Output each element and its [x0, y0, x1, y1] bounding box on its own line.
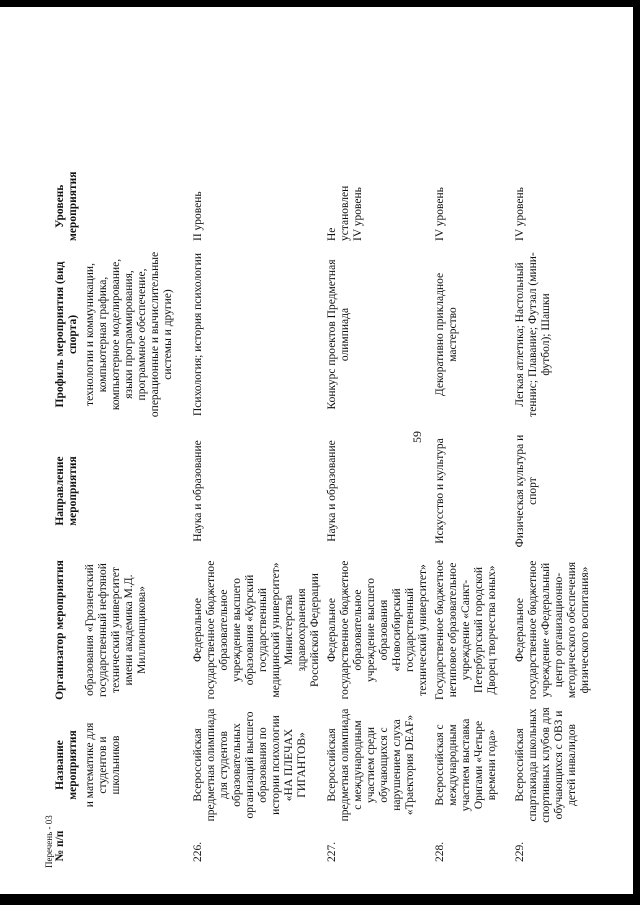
rotated-landscape-content: [0, 20, 600, 880]
header-organizer: Организатор мероприятия: [54, 560, 66, 700]
cell-level: IV уровень: [514, 187, 526, 241]
cell-organizer: Федеральное государственное бюджетное образовательное учреждение высшего образования «Курский государственный медицинский университет» Министерства здравоохранения Российской Федерации: [192, 560, 321, 700]
table-row: [82, 169, 190, 865]
cell-profile: Декоративно прикладное мастерство: [434, 272, 459, 397]
cell-direction: [82, 425, 190, 557]
cell-name: и математике для студентов и школьников: [84, 722, 122, 808]
page-number: 59: [410, 431, 424, 443]
scan-border-right: [633, 0, 640, 905]
cell-num: 229.: [514, 841, 526, 862]
table-header-row: [52, 169, 82, 865]
cell-direction: Физическая культура и спорт: [514, 434, 539, 548]
cell-direction: Наука и образование: [326, 440, 338, 542]
cell-organizer: образования «Грозненский государственный нефтяной технический университет имени академика М.Д. Миллионщикова»: [84, 563, 148, 697]
cell-name: Всероссийская спартакиада школьных спортивных клубов для обучающихся с ОВЗ и детей инвалидов: [514, 707, 578, 823]
table-row: [432, 169, 512, 865]
cell-organizer: Федеральное государственное бюджетное учреждение «Федеральный центр организационно-методического обеспечения физического воспитания»: [514, 560, 591, 700]
cell-level: IV уровень: [434, 187, 446, 241]
cell-level: [82, 169, 190, 244]
cell-num: 227.: [326, 841, 338, 862]
cell-name: Всероссийская предметная олимпиада с международным участием среди обучающихся с нарушением слуха «Траектория DEAF»: [326, 708, 416, 822]
table-row: [512, 169, 602, 865]
footer-note: Перечень - 03: [44, 815, 54, 868]
cell-name: Всероссийская с международным участием выставка Оригами «Четыре времени года»: [434, 718, 498, 812]
header-direction: Направление мероприятия: [54, 456, 79, 526]
cell-name: Всероссийская предметная олимпиада для студентов образовательных организаций высшего образования по истории психологии «НА ПЛЕЧАХ ГИГАНТОВ»: [192, 708, 308, 822]
cell-num: [82, 827, 190, 865]
table-row: [324, 169, 432, 865]
cell-profile: Легкая атлетика; Настольный теннис; Плавание; Футзал (мини-футбол); Шашки: [514, 252, 552, 417]
cell-direction: Наука и образование: [192, 440, 204, 542]
table-row: [190, 169, 324, 865]
header-name: Название мероприятия: [54, 730, 79, 800]
cell-profile: Психология; история психологии: [192, 253, 204, 416]
cell-level: II уровень: [192, 191, 204, 241]
cell-num: 226.: [192, 841, 204, 862]
cell-profile: технологии и коммуникации, компьютерная графика, компьютерное моделирование, языки программирования, программное обеспечение, операционные и вычислительные системы и другие): [84, 251, 174, 418]
header-profile: Профиль мероприятия (вид спорта): [54, 261, 79, 408]
cell-organizer: Федеральное государственное бюджетное образовательное учреждение высшего образования «Новосибирский государственный технический университет»: [326, 560, 429, 700]
cell-organizer: Государственное бюджетное нетиповое образовательное учреждение «Санкт-Петербургский городской Дворец творчества юных»: [434, 560, 498, 700]
cell-num: 228.: [434, 841, 446, 862]
cell-direction: Искусство и культура: [434, 438, 446, 544]
header-level: Уровень мероприятия: [54, 171, 79, 241]
cell-level: Не установлен IV уровень: [326, 185, 364, 241]
events-table: [52, 169, 602, 865]
cell-profile: Конкурс проектов Предметная олимпиада: [326, 259, 351, 410]
header-num: № п/п: [54, 830, 66, 862]
